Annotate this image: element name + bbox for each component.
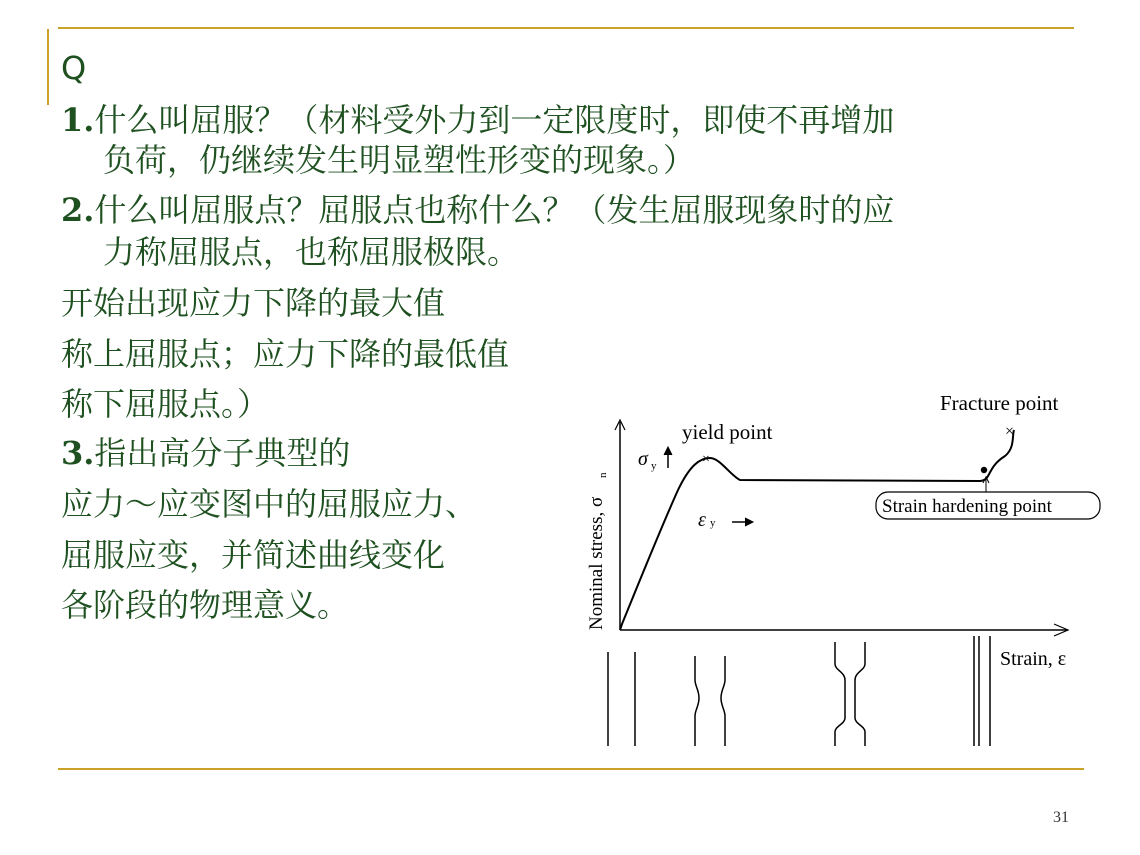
y-axis-label-text: Nominal stress, σ [586,496,607,630]
question-3-extra-2: 屈服应变，并简述曲线变化 [61,536,446,574]
left-rule [47,29,49,105]
hardening-dot [981,467,987,473]
specimen-2-right [721,656,725,746]
question-3-extra-3: 各阶段的物理意义。 [61,586,350,624]
q-label: Q [61,49,87,87]
epsilon-y-arrowhead [745,518,753,526]
hardening-point-label: Strain hardening point [882,496,1052,517]
question-2-line-2: 力称屈服点，也称屈服极限。 [103,233,520,271]
question-2-line-1 [61,190,894,230]
stress-strain-diagram [560,380,1120,755]
question-2-extra-1: 开始出现应力下降的最大值 [61,284,446,322]
fracture-marker: × [1005,423,1015,440]
page-number: 31 [1053,809,1069,826]
question-1-text: 什么叫屈服？（材料受外力到一定限度时，即使不再增加 [94,101,895,139]
epsilon-y-label [698,509,716,531]
epsilon-y-subscript: y [710,517,716,529]
sigma-y-arrowhead [664,447,672,455]
specimen-2-left [695,656,699,746]
fracture-point-label: Fracture point [940,391,1059,415]
question-3-extra-1: 应力～应变图中的屈服应力、 [61,485,478,523]
epsilon-y-symbol: ε [698,509,706,531]
question-1-line-1 [61,100,894,140]
question-2-number: 2. [61,191,95,229]
question-2-extra-3: 称下屈服点。） [61,385,270,423]
bottom-rule [58,768,1084,770]
y-axis-label-subscript: n [597,472,609,478]
question-3-number: 3. [61,434,95,472]
specimen-3-left [835,642,845,746]
top-rule [58,27,1074,29]
question-1-number: 1. [61,101,95,139]
question-2-text: 什么叫屈服点？屈服点也称什么？（发生屈服现象时的应 [94,191,895,229]
question-2-extra-2: 称上屈服点；应力下降的最低值 [61,335,510,373]
specimen-3-right [855,642,865,746]
yield-point-label: yield point [682,420,773,444]
sigma-y-subscript: y [651,460,657,472]
specimen-sketches [608,636,990,746]
stress-strain-curve [620,430,1014,630]
question-3-text: 指出高分子典型的 [94,434,351,472]
y-axis-label [586,472,609,630]
question-3-line-1 [61,433,350,473]
yield-marker: × [702,452,710,467]
x-axis-label: Strain, ε [1000,648,1067,670]
sigma-y-symbol: σ [638,448,648,470]
question-1-line-2: 负荷，仍继续发生明显塑性形变的现象。） [103,141,696,179]
sigma-y-label [638,448,657,472]
